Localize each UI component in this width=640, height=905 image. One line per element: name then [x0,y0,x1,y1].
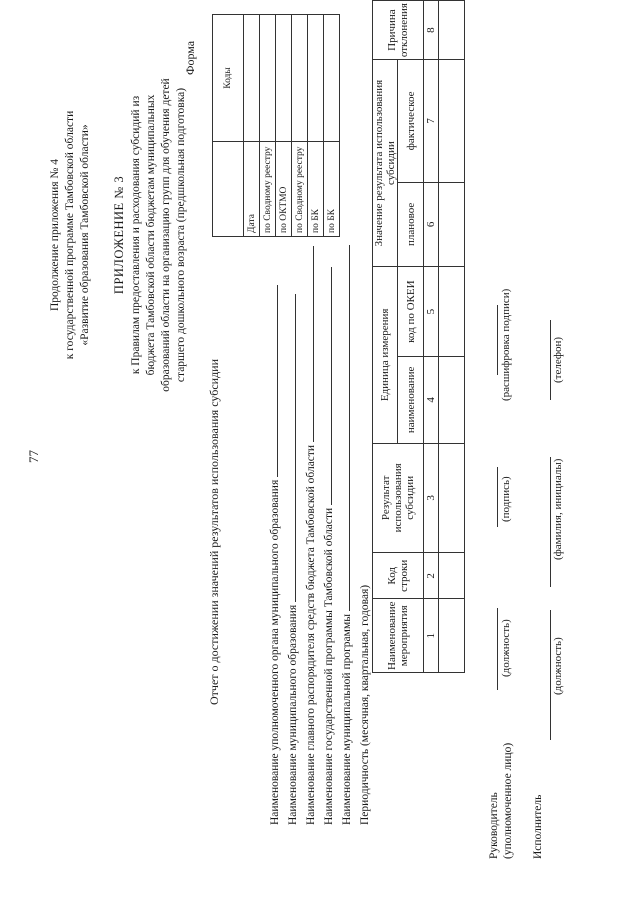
appendix-title: ПРИЛОЖЕНИЕ № 3 [112,175,126,295]
table-cell[interactable] [439,1,465,60]
head-signature-line[interactable] [496,467,498,527]
field-municipal-program-line[interactable] [339,245,350,611]
field-municipality-label: Наименование муниципального образования [287,604,299,825]
page-number: 77 [26,450,41,463]
codes-value[interactable] [324,15,340,142]
col-number: 2 [424,553,439,599]
appendix-line-4: старшего дошкольного возраста (предшкольная подготовка) [175,87,187,383]
field-budget-manager [302,246,320,825]
col-deviation-header: Причина отклонения [373,1,424,60]
head-position-caption: (должность) [500,619,512,677]
table-row [439,1,465,673]
executor-phone-caption: (телефон) [552,336,564,383]
field-state-program-label: Наименование государственной программы Тамбовской области [323,507,335,825]
col-value-group-header: Значение результата использования субсидии [373,60,398,267]
executor-label: Исполнитель [532,794,544,859]
appendix-line-3: образований области на организацию групп для обучения детей [160,78,172,392]
table-cell[interactable] [439,599,465,673]
head-signature-caption: (подпись) [500,476,512,522]
table-cell[interactable] [439,553,465,599]
results-table [372,0,465,673]
head-position-line[interactable] [496,608,498,690]
executor-name-caption: (фамилия, инициалы) [552,458,564,560]
field-budget-manager-label: Наименование главного распорядителя средств бюджета Тамбовской области [305,444,317,825]
codes-blank-cell [213,142,244,237]
field-municipal-program [338,245,356,825]
appendix-line-1: к Правилам предоставления и расходования субсидий из [130,95,142,375]
col-unit-name-header: наименование [398,357,424,443]
col-number: 3 [424,443,439,553]
header-line-1: Продолжение приложения № 4 [49,158,61,312]
table-cell[interactable] [439,182,465,267]
head-label: Руководитель [488,792,500,859]
col-number: 7 [424,60,439,182]
field-authority-line[interactable] [267,285,278,477]
continuation-header [48,85,93,385]
col-activity-header: Наименование мероприятия [373,599,424,673]
field-municipality-line[interactable] [285,294,296,602]
codes-header: Коды [213,15,244,142]
head-decoding-caption: (расшифровка подписи) [500,288,512,401]
header-line-2: к государственной программе Тамбовской области [64,110,76,360]
codes-label: по Сводному реестру [260,142,276,237]
col-result-header: Результат использования субсидии [373,443,424,553]
field-periodicity-label: Периодичность (месячная, квартальная, годовая) [359,584,371,825]
table-cell[interactable] [439,357,465,443]
col-unit-group-header: Единица измерения [373,267,398,443]
form-label: Форма [183,40,197,75]
codes-value[interactable] [260,15,276,142]
executor-position-line[interactable] [549,610,551,740]
header-line-3: «Развитие образования Тамбовской области» [79,124,91,346]
head-sub-label: (уполномоченное лицо) [502,742,514,859]
codes-value[interactable] [244,15,260,142]
col-number: 5 [424,267,439,357]
field-municipality [284,294,302,825]
table-cell[interactable] [439,60,465,182]
col-number: 8 [424,1,439,60]
codes-label: по БК [308,142,324,237]
appendix-block [112,45,189,425]
field-budget-manager-line[interactable] [303,246,314,442]
field-authority [266,285,284,825]
col-number: 6 [424,182,439,267]
codes-label: по ОКТМО [276,142,292,237]
col-row-code-header: Код строки [373,553,424,599]
table-cell[interactable] [439,443,465,553]
field-state-program [320,267,338,825]
col-fact-header: фактическое [398,60,424,182]
field-state-program-line[interactable] [321,267,332,505]
codes-value[interactable] [276,15,292,142]
executor-position-caption: (должность) [552,637,564,695]
field-municipal-program-label: Наименование муниципальной программы [341,614,353,825]
head-decoding-line[interactable] [496,305,498,375]
codes-label: по Сводному реестру [292,142,308,237]
col-plan-header: плановое [398,182,424,267]
executor-name-line[interactable] [549,457,551,587]
codes-value[interactable] [292,15,308,142]
appendix-line-2: бюджета Тамбовской области бюджетам муниципальных [145,94,157,376]
codes-label: Дата [244,142,260,237]
executor-phone-line[interactable] [549,320,551,400]
table-cell[interactable] [439,267,465,357]
codes-value[interactable] [308,15,324,142]
col-unit-code-header: код по ОКЕИ [398,267,424,357]
report-title: Отчет о достижении значений результатов использования субсидии [207,358,221,705]
col-number: 1 [424,599,439,673]
codes-table [212,14,340,237]
col-number: 4 [424,357,439,443]
field-authority-label: Наименование уполномоченного органа муниципального образования [269,479,281,825]
codes-label: по БК [324,142,340,237]
